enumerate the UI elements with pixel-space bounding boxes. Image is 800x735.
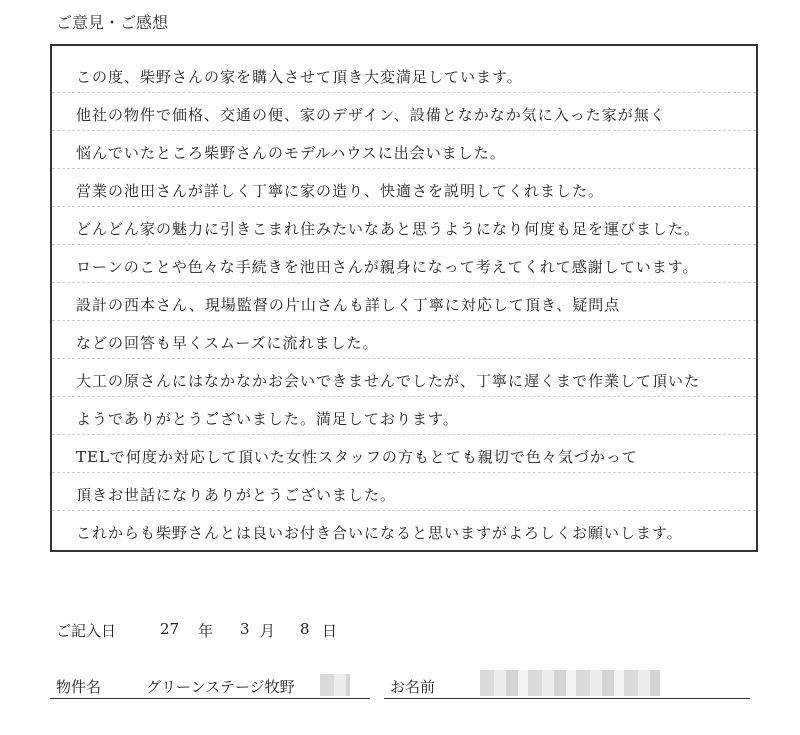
redacted-property-suffix bbox=[320, 674, 350, 696]
comment-line: 悩んでいたところ柴野さんのモデルハウスに出会いました。 bbox=[76, 144, 506, 162]
comment-line: などの回答も早くスムーズに流れました。 bbox=[76, 334, 379, 352]
guide-line bbox=[52, 244, 756, 245]
comment-line: 設計の西本さん、現場監督の片山さんも詳しく丁寧に対応して頂き、疑問点 bbox=[76, 296, 621, 314]
comment-line: これからも柴野さんとは良いお付き合いになると思いますがよろしくお願いします。 bbox=[76, 524, 683, 542]
comment-line: TELで何度か対応して頂いた女性スタッフの方もとても親切で色々気づかって bbox=[76, 448, 638, 466]
property-value: グリーンステージ牧野 bbox=[146, 678, 295, 696]
comment-line: 頂きお世話になりありがとうございました。 bbox=[76, 486, 397, 504]
comment-line: この度、柴野さんの家を購入させて頂き大変満足しています。 bbox=[76, 68, 523, 86]
comment-line: ローンのことや色々な手続きを池田さんが親身になって考えてくれて感謝しています。 bbox=[76, 258, 699, 276]
guide-line bbox=[52, 130, 756, 131]
year-unit: 年 bbox=[198, 622, 214, 640]
guide-line bbox=[52, 168, 756, 169]
comment-line: どんどん家の魅力に引きこまれ住みたいなあと思うようになり何度も足を運びました。 bbox=[76, 220, 701, 238]
property-underline bbox=[50, 698, 370, 699]
property-label: 物件名 bbox=[56, 678, 102, 696]
date-label: ご記入日 bbox=[56, 622, 117, 640]
guide-line bbox=[52, 472, 756, 473]
day-unit: 日 bbox=[322, 622, 338, 640]
date-day: 8 bbox=[300, 620, 310, 638]
form-title: ご意見・ご感想 bbox=[56, 13, 169, 32]
guide-line bbox=[52, 510, 756, 511]
comment-line: 大工の原さんにはなかなかお会いできませんでしたが、丁寧に遅くまで作業して頂いた bbox=[76, 372, 701, 390]
guide-line bbox=[52, 358, 756, 359]
comment-line: 他社の物件で価格、交通の便、家のデザイン、設備となかなか気に入った家が無く bbox=[76, 106, 666, 124]
date-year: 27 bbox=[160, 620, 180, 638]
guide-line bbox=[52, 206, 756, 207]
name-label: お名前 bbox=[390, 678, 436, 696]
date-month: 3 bbox=[240, 620, 250, 638]
guide-line bbox=[52, 282, 756, 283]
guide-line bbox=[52, 320, 756, 321]
month-unit: 月 bbox=[260, 622, 276, 640]
guide-line bbox=[52, 396, 756, 397]
name-underline bbox=[384, 698, 750, 699]
comment-line: 営業の池田さんが詳しく丁寧に家の造り、快適さを説明してくれました。 bbox=[76, 182, 605, 200]
redacted-name bbox=[480, 670, 660, 696]
comment-line: ようでありがとうございました。満足しております。 bbox=[76, 410, 459, 428]
guide-line bbox=[52, 434, 756, 435]
guide-line bbox=[52, 92, 756, 93]
